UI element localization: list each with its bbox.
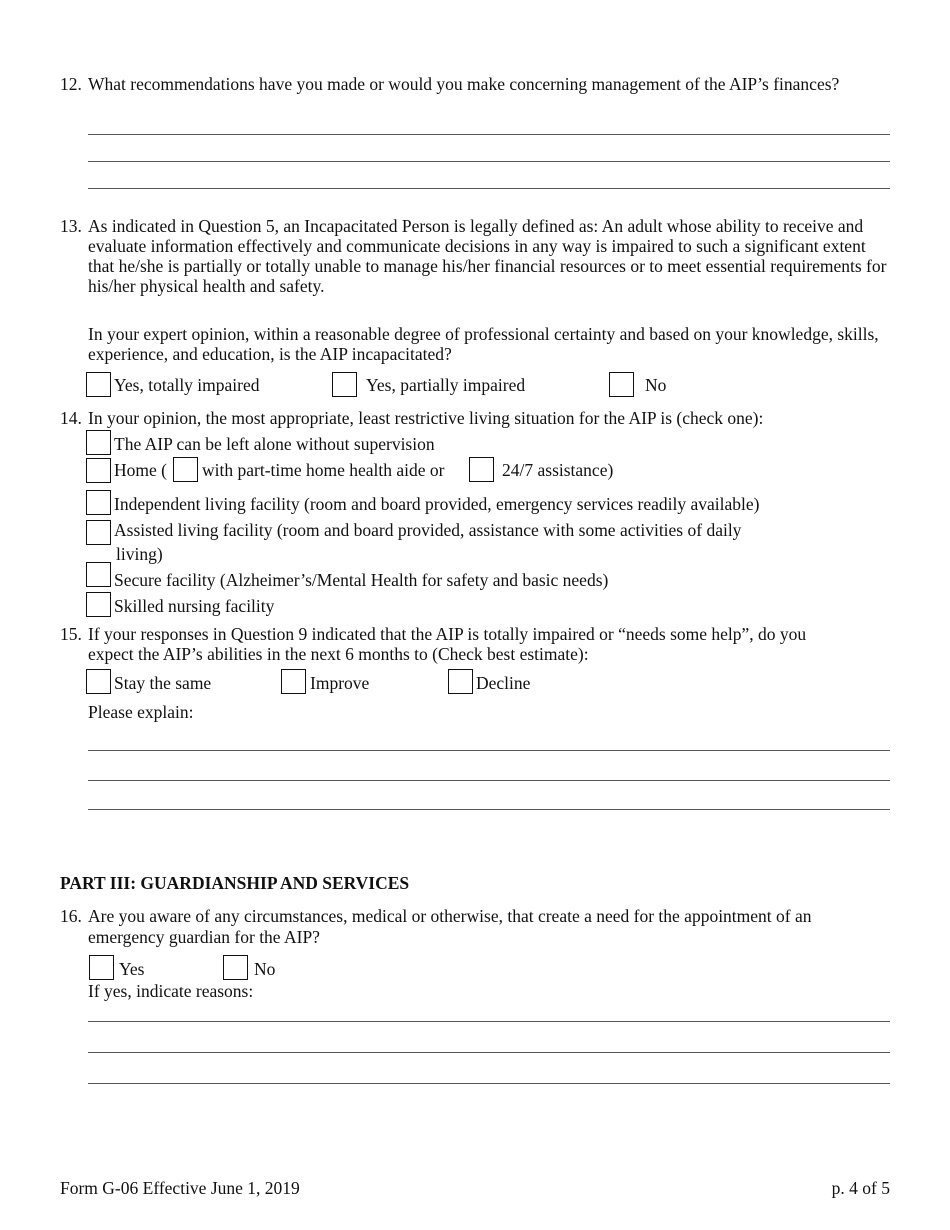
question-15-text-line2: expect the AIP’s abilities in the next 6 months to (Check best estimate): bbox=[88, 644, 589, 664]
checkbox-secure-facility[interactable] bbox=[86, 562, 111, 587]
checkbox-part-time-aide[interactable] bbox=[173, 457, 198, 482]
please-explain-label: Please explain: bbox=[88, 702, 194, 722]
answer-line-12-2[interactable] bbox=[88, 161, 890, 162]
checkbox-home[interactable] bbox=[86, 458, 111, 483]
checkbox-decline[interactable] bbox=[448, 669, 473, 694]
label-secure-facility: Secure facility (Alzheimer’s/Mental Health for safety and basic needs) bbox=[114, 570, 609, 590]
label-partially-impaired: Yes, partially impaired bbox=[366, 375, 526, 395]
label-emergency-no: No bbox=[254, 959, 276, 979]
checkbox-stay-the-same[interactable] bbox=[86, 669, 111, 694]
question-13-text: As indicated in Question 5, an Incapacitated Person is legally defined as: An adult whose ability to receive and evaluate information effectively and communicate decisions in any way is impaired to such a significant extent that he/she is partially or totally unable to manage his/her financial resources or to meet essential requirements for his/her physical health and safety. bbox=[88, 216, 887, 296]
label-independent-living: Independent living facility (room and board provided, emergency services readily available) bbox=[114, 494, 760, 514]
checkbox-totally-impaired[interactable] bbox=[86, 372, 111, 397]
label-improve: Improve bbox=[310, 673, 370, 693]
checkbox-left-alone[interactable] bbox=[86, 430, 111, 455]
question-14-text: In your opinion, the most appropriate, least restrictive living situation for the AIP is (check one): bbox=[88, 408, 764, 428]
answer-line-15-1[interactable] bbox=[88, 750, 890, 751]
question-13-opinion: In your expert opinion, within a reasonable degree of professional certainty and based on your knowledge, skills, experience, and education, is the AIP incapacitated? bbox=[88, 324, 879, 364]
label-stay-the-same: Stay the same bbox=[114, 673, 212, 693]
checkbox-emergency-yes[interactable] bbox=[89, 955, 114, 980]
footer-page-number: p. 4 of 5 bbox=[831, 1178, 890, 1198]
question-number-13: 13. bbox=[60, 216, 82, 236]
label-not-incapacitated: No bbox=[645, 375, 667, 395]
answer-line-12-3[interactable] bbox=[88, 188, 890, 189]
label-skilled-nursing: Skilled nursing facility bbox=[114, 596, 275, 616]
answer-line-16-3[interactable] bbox=[88, 1083, 890, 1084]
answer-line-15-3[interactable] bbox=[88, 809, 890, 810]
label-decline: Decline bbox=[476, 673, 531, 693]
checkbox-not-incapacitated[interactable] bbox=[609, 372, 634, 397]
if-yes-reasons-label: If yes, indicate reasons: bbox=[88, 981, 254, 1001]
checkbox-assisted-living[interactable] bbox=[86, 520, 111, 545]
checkbox-emergency-no[interactable] bbox=[223, 955, 248, 980]
question-number-16: 16. bbox=[60, 906, 82, 926]
question-12-text: What recommendations have you made or would you make concerning management of the AIP’s finances? bbox=[88, 74, 840, 94]
checkbox-skilled-nursing[interactable] bbox=[86, 592, 111, 617]
question-16-text-line1: Are you aware of any circumstances, medical or otherwise, that create a need for the appointment of an bbox=[88, 906, 812, 926]
label-emergency-yes: Yes bbox=[119, 959, 145, 979]
checkbox-partially-impaired[interactable] bbox=[332, 372, 357, 397]
answer-line-12-1[interactable] bbox=[88, 134, 890, 135]
question-16-text-line2: emergency guardian for the AIP? bbox=[88, 927, 320, 947]
label-part-time-aide: with part-time home health aide or bbox=[202, 460, 445, 480]
label-left-alone: The AIP can be left alone without supervision bbox=[114, 434, 435, 454]
label-assisted-living-line2: living) bbox=[116, 544, 163, 564]
label-home-open: Home ( bbox=[114, 460, 167, 480]
question-number-12: 12. bbox=[60, 74, 82, 94]
answer-line-16-1[interactable] bbox=[88, 1021, 890, 1022]
answer-line-16-2[interactable] bbox=[88, 1052, 890, 1053]
checkbox-improve[interactable] bbox=[281, 669, 306, 694]
checkbox-independent-living[interactable] bbox=[86, 490, 111, 515]
label-totally-impaired: Yes, totally impaired bbox=[114, 375, 260, 395]
part-3-heading: PART III: GUARDIANSHIP AND SERVICES bbox=[60, 873, 410, 893]
label-assisted-living-line1: Assisted living facility (room and board provided, assistance with some activities of daily bbox=[114, 520, 742, 540]
checkbox-24-7-assistance[interactable] bbox=[469, 457, 494, 482]
label-24-7-assistance: 24/7 assistance) bbox=[502, 460, 614, 480]
question-number-15: 15. bbox=[60, 624, 82, 644]
question-15-text-line1: If your responses in Question 9 indicated that the AIP is totally impaired or “needs some help”, do you bbox=[88, 624, 807, 644]
answer-line-15-2[interactable] bbox=[88, 780, 890, 781]
question-number-14: 14. bbox=[60, 408, 82, 428]
footer-form-id: Form G-06 Effective June 1, 2019 bbox=[60, 1178, 300, 1198]
